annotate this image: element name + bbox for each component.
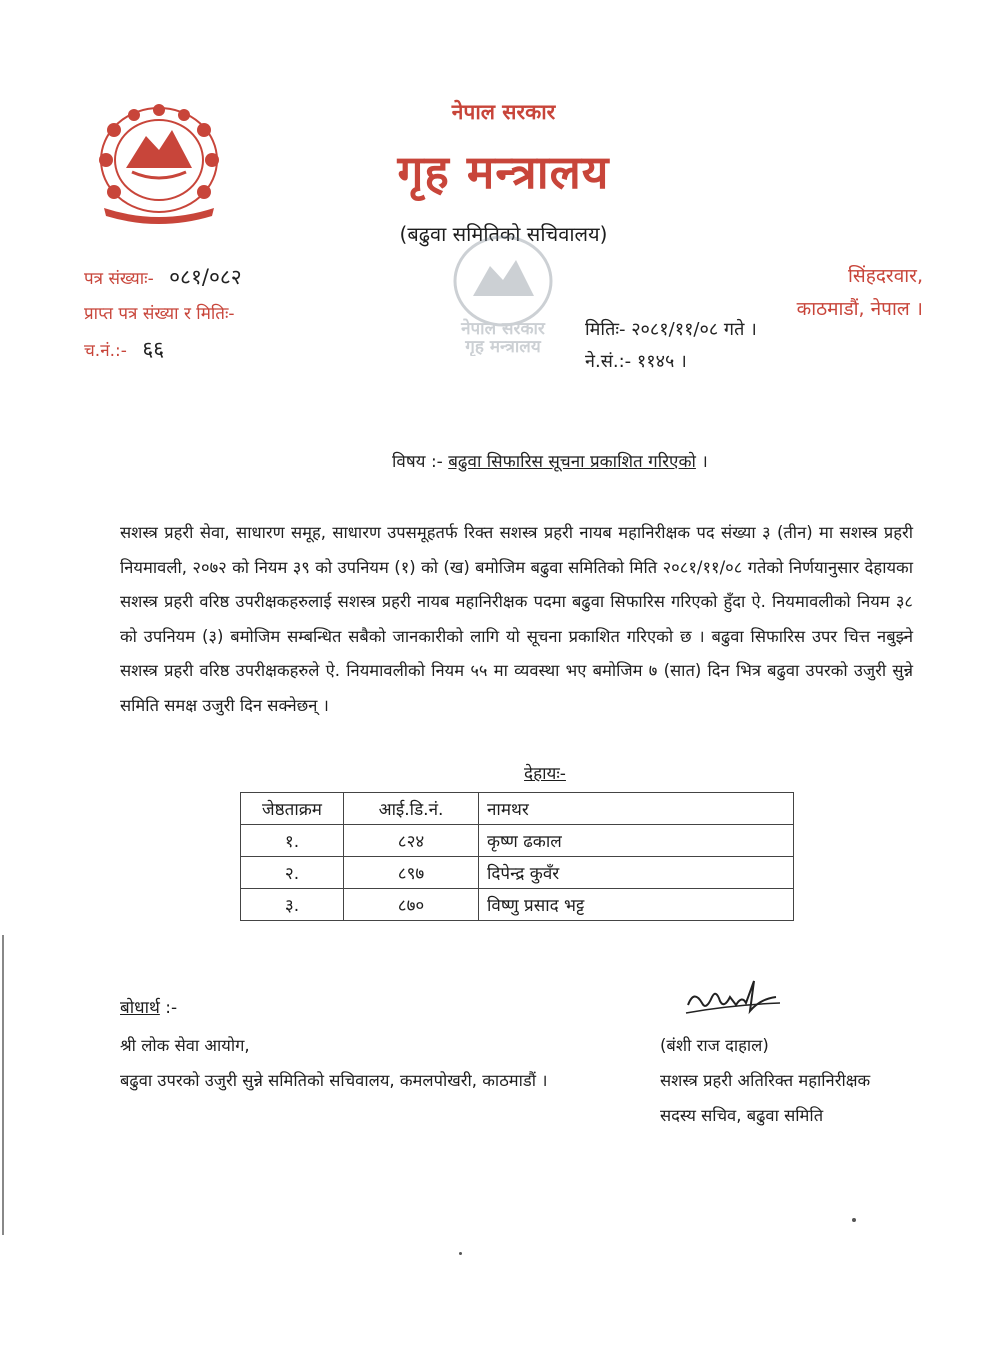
stamp-line-2: गृह मन्त्रालय [465, 337, 541, 356]
date-line: मितिः- २०८१/११/०८ गते । [585, 319, 757, 340]
reference-number-row [84, 260, 242, 297]
signatory-name: (बंशी राज दाहाल) [660, 1036, 769, 1055]
handwritten-signature [680, 975, 790, 1029]
cell-seniority: ३. [241, 889, 344, 921]
cc-recipients [120, 1028, 548, 1098]
signatory-title: सशस्त्र प्रहरी अतिरिक्त महानिरीक्षक [660, 1071, 871, 1090]
subject-label: विषय :- [392, 452, 443, 472]
reference-label: पत्र संख्याः- [84, 269, 154, 289]
header-id: आई.डि.नं. [344, 793, 479, 825]
cell-seniority: १. [241, 825, 344, 857]
nepal-sambat-line: ने.सं.:- ११४५ । [585, 351, 687, 372]
department-name: (बढुवा समितिको सचिवालय) [399, 222, 608, 246]
ministry-name: गृह मन्त्रालय [397, 145, 610, 199]
subject-text: बढुवा सिफारिस सूचना प्रकाशित गरिएको [448, 452, 696, 472]
cell-id: ८७० [344, 889, 479, 921]
cc-label: बोधार्थ [120, 998, 160, 1018]
stamp-line-1: नेपाल सरकार [461, 319, 545, 339]
scan-speck [852, 1218, 856, 1222]
cc-heading [120, 995, 177, 1018]
table-row [241, 825, 794, 857]
table-row [241, 889, 794, 921]
table-row [241, 857, 794, 889]
dispatch-label: च.नं.:- [84, 341, 127, 361]
scan-edge-line [2, 935, 4, 1235]
cell-name: कृष्ण ढकाल [479, 825, 794, 857]
dispatch-value: ६६ [142, 337, 165, 361]
promotion-table [240, 792, 794, 921]
signatory-role: सदस्य सचिव, बढुवा समिति [660, 1106, 824, 1125]
cell-seniority: २. [241, 857, 344, 889]
table-title: देहायः- [524, 764, 566, 784]
address-line-2: काठमाडौं, नेपाल । [796, 298, 923, 320]
office-stamp [428, 226, 578, 360]
received-letter-label: प्राप्त पत्र संख्या र मितिः- [84, 304, 235, 324]
cell-id: ८९७ [344, 857, 479, 889]
signatory-block [660, 1028, 870, 1133]
scan-speck [459, 1252, 462, 1255]
dispatch-number-row [84, 332, 242, 369]
address-line-1: सिंहदरवार, [847, 265, 923, 287]
cell-name: विष्णु प्रसाद भट्ट [479, 889, 794, 921]
cc-recipient: बढुवा उपरको उजुरी सुन्ने समितिको सचिवालय, कमलपोखरी, काठमाडौं । [120, 1071, 548, 1090]
cc-recipient: श्री लोक सेवा आयोग, [120, 1036, 250, 1055]
subject-end: । [701, 452, 708, 472]
subject-line [392, 449, 708, 472]
reference-value: ०८१/०८२ [169, 265, 242, 289]
government-name: नेपाल सरकार [451, 100, 556, 124]
header-seniority: जेष्ठताक्रम [241, 793, 344, 825]
cc-label-suffix: :- [165, 998, 178, 1018]
date-block [585, 314, 757, 378]
reference-block [84, 260, 242, 369]
header-name: नामथर [479, 793, 794, 825]
office-address [797, 260, 923, 326]
notice-body: सशस्त्र प्रहरी सेवा, साधारण समूह, साधारण उपसमूहतर्फ रिक्त सशस्त्र प्रहरी नायब महानिरीक्षक पद संख्या ३ (तीन) मा सशस्त्र प्रहरी नियमावली, २०७२ को नियम ३९ को उपनियम (१) को (ख) बमोजिम बढुवा समितिको मिति २०८१/११/०८ गतेको निर्णयानुसार देहायका सशस्त्र प्रहरी वरिष्ठ उपरीक्षकहरुलाई सशस्त्र प्रहरी नायब महानिरीक्षक पदमा बढुवा सिफारिस गरिएको हुँदा ऐ. नियमावलीको नियम ३८ को उपनियम (३) बमोजिम सम्बन्धित सबैको जानकारीको लागि यो सूचना प्रकाशित गरिएको छ । बढुवा सिफारिस उपर चित्त नबुझ्ने सशस्त्र प्रहरी वरिष्ठ उपरीक्षकहरुले ऐ. नियमावलीको नियम ५५ मा व्यवस्था भए बमोजिम ७ (सात) दिन भित्र बढुवा उपरको उजुरी सुन्ने समिति समक्ष उजुरी दिन सक्नेछन् । [120, 523, 913, 715]
cell-id: ८२४ [344, 825, 479, 857]
cell-name: दिपेन्द्र कुवँर [479, 857, 794, 889]
table-header-row [241, 793, 794, 825]
